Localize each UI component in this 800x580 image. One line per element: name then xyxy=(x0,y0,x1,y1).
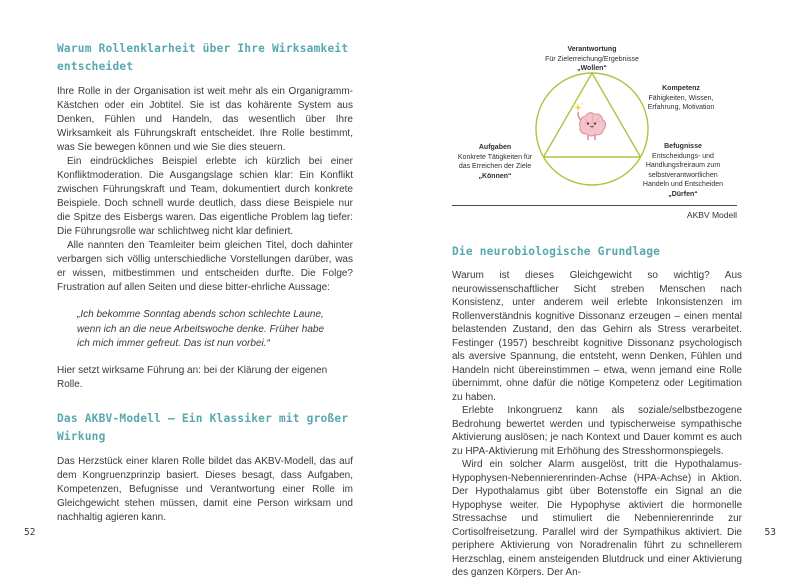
brain-mascot-icon xyxy=(573,103,605,139)
label-title: Verantwortung xyxy=(567,46,617,53)
section-heading-akbv-modell: Das AKBV-Modell – Ein Klassiker mit großer Wirkung xyxy=(57,411,349,443)
label-line: Handeln und Entscheiden xyxy=(642,181,724,188)
paragraph-hpa-achse: Wird ein solcher Alarm ausgelöst, tritt die Hypothalamus-Hypophysen-Nebennierenrinden-Achse (HPA-Achse) in Aktion. Der Hypothalamus gibt über Botenstoffe ein Signal an die Hypophyse weiter. Die Hypophyse aktiviert die hormonelle Stressachse und stimuliert die Nebennierenrinde zur Cortisolfreisetzung. Parallel wird der Sympathikus aktiviert. Die periphere Aktivierung von Noradrenalin führt zu schnellerem Herzschlag, einem ansteigenden Blutdruck und einer Aktivierung des ganzen Körpers. Der An- xyxy=(452,459,742,578)
label-line: Für Zielerreichung/Ergebnisse xyxy=(545,55,639,63)
paragraph-inkongruenz: Erlebte Inkongruenz kann als soziale/selbstbezogene Bedrohung bewertet werden und typischerweise sympathische Aktivierung auslösen; je nach Kontext und Dauer kommt es auch zu HPA-Aktivierung mit Erhöhung des Stresshormonspiegels. xyxy=(452,405,742,457)
label-line: Konkrete Tätigkeiten für xyxy=(457,153,533,161)
caption-rule xyxy=(452,205,737,206)
label-title: Befugnisse xyxy=(664,143,702,150)
paragraph-rolle-organisation: Ihre Rolle in der Organisation ist weit mehr als ein Organigramm-Kästchen oder ein Jobtitel. Sie ist das kohärente System aus Denken, Fühlen und Handeln, das wesentlich über Ihre Wirksamkeit als Führungskraft entscheidet. Ihre Rolle bestimmt, was Sie bewegen können und wie Sie dies steuern. xyxy=(57,86,353,153)
paragraph-gleichgewicht: Warum ist dieses Gleichgewicht so wichtig? Aus neurowissenschaftlicher Sicht streben Menschen nach Konsistenz, unter anderem weil erlebte Inkonsistenzen im Rollenverständnis kognitive Dissonanz erzeugen – einen mental belastenden Zustand, den das Gehirn als Stress verarbeitet. Festinger (1957) beschreibt kognitive Dissonanz psychologisch als aversive Spannung, die entsteht, wenn Denken, Fühlen und Handeln nicht übereinstimmen – etwa, wenn jemand eine Rolle übernimmt, ohne dafür die nötige Kompetenz oder Legitimation zu haben. xyxy=(452,270,742,403)
label-line: Fähigkeiten, Wissen, xyxy=(648,94,714,102)
label-keyword: „Dürfen“ xyxy=(668,190,698,198)
right-page xyxy=(452,35,742,580)
diagram-label-kompetenz xyxy=(611,84,751,113)
page-number-left: 52 xyxy=(24,527,36,538)
paragraph-wirksame-fuehrung: Hier setzt wirksame Führung an: bei der Klärung der eigenen Rolle. xyxy=(57,364,328,390)
label-title: Aufgaben xyxy=(478,144,512,151)
label-keyword: „Können“ xyxy=(478,172,512,180)
label-line: das Erreichen der Ziele xyxy=(458,163,532,170)
left-page xyxy=(57,40,353,525)
paragraph-beispiel-konflikt: Ein eindrückliches Beispiel erlebte ich kürzlich bei einer Konfliktmoderation. Die Ausgangslage schien klar: Ein Konflikt zwischen Führungskraft und Team, dokumentiert durch konkrete Beispiele. Doch schnell wurde deutlich, dass diese Beispiele nur die Spitze des Eisbergs waren. Das eigentliche Problem lag tiefer: Die Führungsrolle war schlichtweg nicht klar definiert. xyxy=(57,156,353,237)
diagram-label-befugnisse xyxy=(608,142,758,199)
label-keyword: „Wollen“ xyxy=(577,65,607,72)
label-title: Kompetenz xyxy=(662,85,700,92)
label-line: Entscheidungs- und xyxy=(652,152,714,160)
section-heading-neurobiologie: Die neurobiologische Grundlage xyxy=(452,245,661,258)
paragraph-teamleiter: Alle nannten den Teamleiter beim gleichen Titel, doch dahinter verbargen sich völlig unterschiedliche Vorstellungen darüber, was er wissen, mitbestimmen und entscheiden durfte. Die Folge? Frustration auf allen Seiten und diese bitter-ehrliche Aussage: xyxy=(57,240,353,293)
akbv-diagram xyxy=(425,35,785,225)
section-heading-rollenklarheit: Warum Rollenklarheit über Ihre Wirksamkeit entscheidet xyxy=(57,42,349,73)
pull-quote: „Ich bekomme Sonntag abends schon schlechte Laune, wenn ich an die neue Arbeitswoche denke. Früher habe ich mich immer gefreut. Das ist nun vorbei.“ xyxy=(77,309,325,349)
page-number-right: 53 xyxy=(764,527,776,538)
label-line: Erfahrung, Motivation xyxy=(647,104,715,111)
paragraph-herzstueck: Das Herzstück einer klaren Rolle bildet das AKBV-Modell, das auf dem Kongruenzprinzip basiert. Dieses besagt, dass Aufgaben, Kompetenzen, Befugnisse und Verantwortung einer Rolle im Gleichgewicht stehen müssen, damit eine Person wirksam und nachhaltig agieren kann. xyxy=(57,455,353,523)
label-line: selbstverantwortlichen xyxy=(648,171,718,179)
diagram-caption: AKBV Modell xyxy=(686,210,737,220)
diagram-label-verantwortung xyxy=(507,45,677,74)
diagram-label-aufgaben xyxy=(427,143,563,181)
label-line: Handlungsfreiraum zum xyxy=(645,162,721,169)
